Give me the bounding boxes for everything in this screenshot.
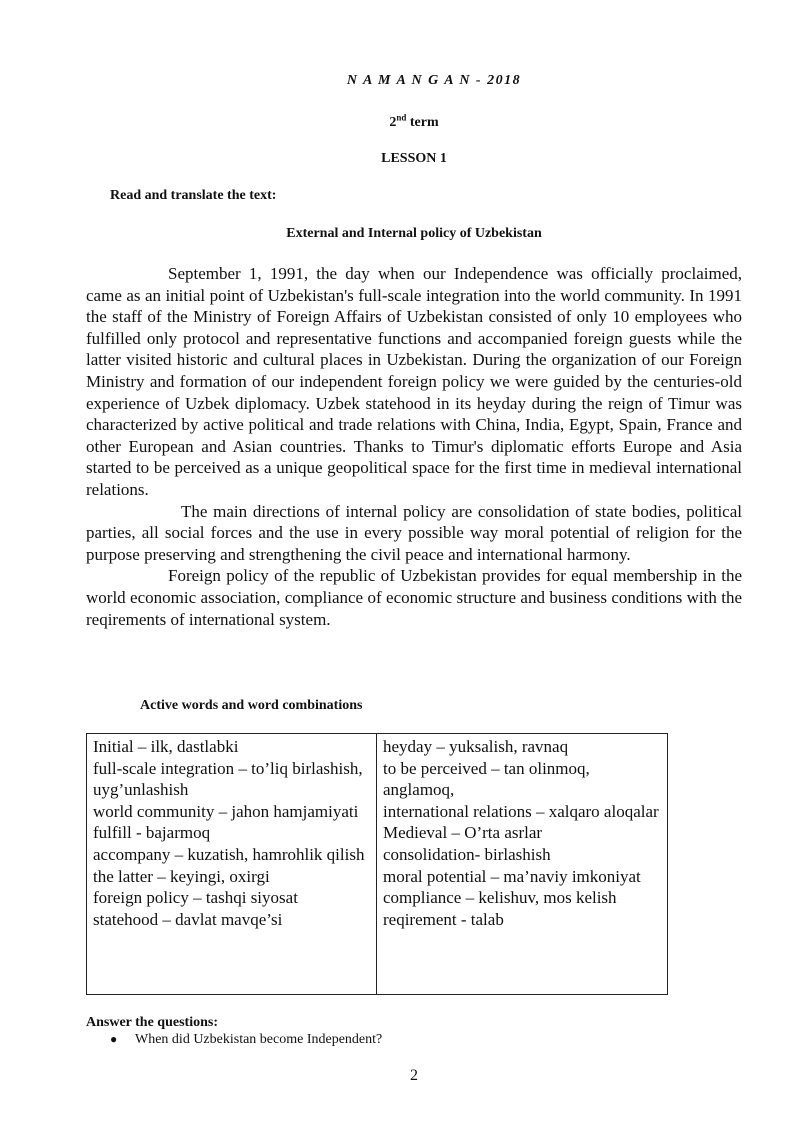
reading-text — [86, 263, 742, 630]
vocabulary-entry: international relations – xalqaro aloqalar — [383, 801, 659, 821]
vocabulary-entry: to be perceived – tan olinmoq, anglamoq, — [383, 758, 590, 800]
term-label — [389, 112, 439, 131]
vocabulary-entry: Medieval – O’rta asrlar — [383, 823, 543, 843]
vocabulary-entry: fulfill - bajarmoq — [93, 823, 211, 843]
vocabulary-entry: statehood – davlat mavqe’si — [93, 909, 283, 929]
vocabulary-entry: consolidation- birlashish — [383, 844, 551, 864]
lesson-title: LESSON 1 — [381, 151, 447, 166]
vocabulary-entry: Initial – ilk, dastlabki — [93, 737, 239, 756]
text-title: External and Internal policy of Uzbekistan — [286, 226, 542, 241]
bullet-icon: ● — [110, 1032, 118, 1046]
vocabulary-entry: reqirement - talab — [383, 909, 504, 929]
vocabulary-entry: the latter – keyingi, oxirgi — [93, 866, 270, 886]
paragraph-2: The main directions of internal policy are consolidation of state bodies, political parties, all social forces and the use in every possible way moral potential of religion for the purpose preserving and strengthening the civil peace and international harmony. — [86, 501, 742, 564]
vocabulary-entry: heyday – yuksalish, ravnaq — [383, 737, 569, 756]
vocabulary-right-column — [377, 734, 668, 995]
vocabulary-entry: foreign policy – tashqi siyosat — [93, 888, 298, 908]
vocabulary-entry: compliance – kelishuv, mos kelish — [383, 888, 617, 908]
vocabulary-entry: moral potential – ma’naviy imkoniyat — [383, 866, 641, 886]
reading-instruction: Read and translate the text: — [110, 188, 277, 203]
term-ordinal-suffix: nd — [396, 112, 407, 123]
paragraph-3: Foreign policy of the republic of Uzbekistan provides for equal membership in the world economic association, compliance of economic structure and business conditions with the reqirements of international system. — [86, 566, 742, 629]
active-words-title: Active words and word combinations — [140, 698, 363, 713]
question-text: When did Uzbekistan become Independent? — [135, 1032, 383, 1047]
vocabulary-entry: world community – jahon hamjamiyati — [93, 801, 359, 821]
vocabulary-table — [86, 733, 668, 995]
questions-title: Answer the questions: — [86, 1015, 218, 1030]
page-number: 2 — [410, 1067, 418, 1084]
vocabulary-row — [87, 734, 668, 995]
term-word: term — [406, 115, 439, 130]
paragraph-1: September 1, 1991, the day when our Independence was officially proclaimed, came as an initial point of Uzbekistan's full-scale integration into the world community. In 1991 the staff of the Ministry of Foreign Affairs of Uzbekistan consisted of only 10 employees who fulfilled only protocol and representative functions and accompanied foreign guests while the latter visited historic and cultural places in Uzbekistan. During the organization of our Foreign Ministry and formation of our independent foreign policy we were guided by the centuries-old experience of Uzbek diplomacy. Uzbek statehood in its heyday during the reign of Timur was characterized by active political and trade relations with China, India, Egypt, Spain, France and other European and Asian countries. Thanks to Timur's diplomatic efforts Europe and Asia started to be perceived as a unique geopolitical space for the first time in medieval international relations. — [86, 264, 742, 499]
vocabulary-entry: full-scale integration – to’liq birlashish, uyg’unlashish — [93, 758, 363, 800]
vocabulary-left-column — [87, 734, 377, 995]
term-number: 2 — [389, 115, 397, 130]
vocabulary-entry: accompany – kuzatish, hamrohlik qilish — [93, 844, 365, 864]
document-header-title: N A M A N G A N - 2018 — [346, 73, 522, 88]
